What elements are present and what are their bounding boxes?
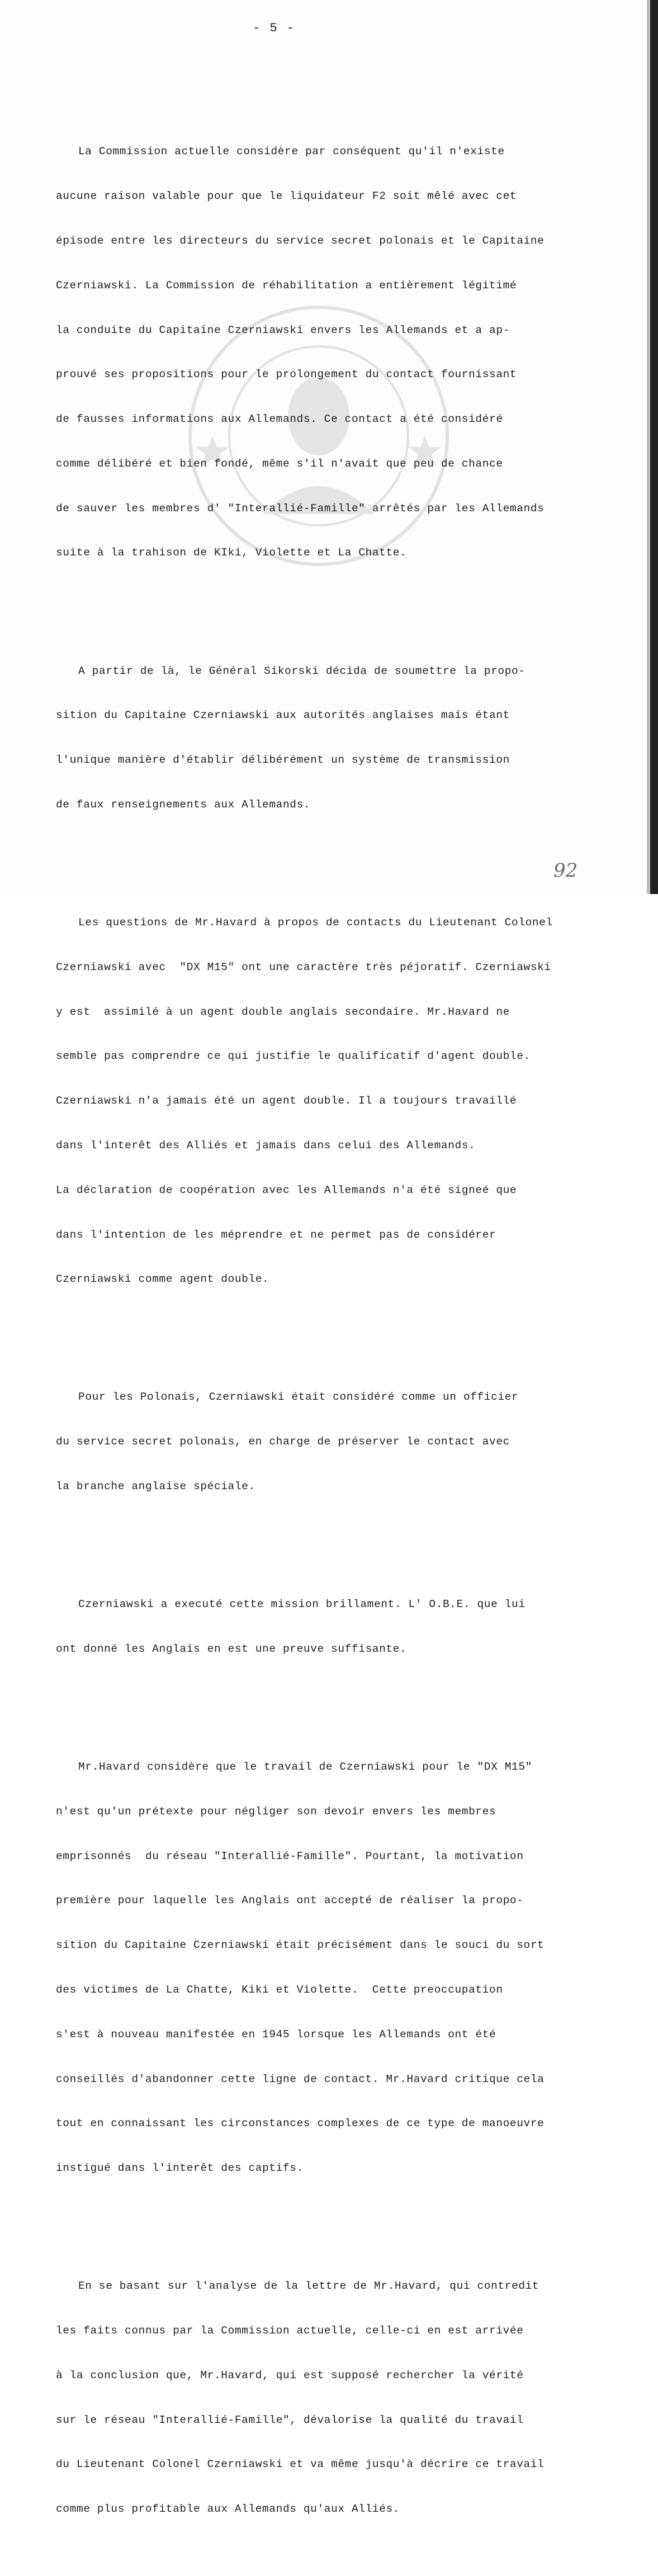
page-edge — [650, 0, 658, 894]
page-number: - 5 - — [252, 21, 295, 35]
text-line: tout en connaissant les circonstances complexes de ce type de manoeuvre — [56, 2117, 545, 2130]
text-line: des victimes de La Chatte, Kiki et Violette. Cette preoccupation — [56, 1984, 503, 1997]
text-line: y est assimilé à un agent double anglais secondaire. Mr.Havard ne — [56, 1005, 510, 1018]
paragraph-4 — [56, 1360, 637, 1524]
text-line: la branche anglaise spéciale. — [56, 1480, 255, 1493]
text-line: la conduite du Capitaine Czerniawski envers les Allemands et a ap- — [56, 324, 510, 336]
text-line: En se basant sur l'analyse de la lettre de Mr.Havard, qui contredit — [78, 2280, 539, 2293]
text-line: prouvé ses propositions pour le prolongement du contact fournissant — [56, 368, 517, 381]
text-line: du Lieutenant Colonel Czerniawski et va même jusqu'à décrire ce travail — [56, 2458, 545, 2471]
text-line: suite à la trahison de KIki, Violette et La Chatte. — [56, 546, 407, 559]
paragraph-6 — [56, 1730, 637, 2206]
handwritten-page-number: 92 — [553, 859, 578, 882]
paragraph-7 — [56, 2249, 637, 2546]
paragraph-3 — [56, 886, 637, 1316]
text-line: Czerniawski avec "DX M15" ont une caractère très péjoratif. Czerniawski — [56, 961, 551, 973]
text-line: l'unique manière d'établir délibérément un système de transmission — [56, 754, 510, 767]
text-line: sur le réseau "Interallié-Famille", dévalorise la qualité du travail — [56, 2413, 524, 2426]
text-line: dans l'intention de les méprendre et ne permet pas de considérer — [56, 1228, 496, 1241]
text-line: n'est qu'un prétexte pour négliger son devoir envers les membres — [56, 1805, 496, 1818]
text-line: de fausses informations aux Allemands. Ce contact a été considéré — [56, 413, 503, 426]
paragraph-1 — [56, 115, 637, 590]
text-line: Czerniawski. La Commission de réhabilitation a entièrement légitimé — [56, 279, 517, 292]
text-line: comme plus profitable aux Allemands qu'aux Alliés. — [56, 2503, 400, 2516]
text-line: Czerniawski a executé cette mission brillament. L' O.B.E. que lui — [78, 1598, 526, 1611]
text-line: Czerniawski n'a jamais été un agent double. Il a toujours travaillé — [56, 1095, 517, 1108]
paragraph-2 — [56, 634, 637, 842]
text-line: à la conclusion que, Mr.Havard, qui est supposé rechercher la vérité — [56, 2369, 524, 2382]
text-line: ont donné les Anglais en est une preuve suffisante. — [56, 1642, 407, 1655]
paragraph-5 — [56, 1567, 637, 1686]
text-line: aucune raison valable pour que le liquidateur F2 soit mêlé avec cet — [56, 190, 517, 203]
text-line: La Commission actuelle considère par conséquent qu'il n'existe — [78, 145, 505, 158]
text-line: Pour les Polonais, Czerniawski était considéré comme un officier — [78, 1391, 519, 1404]
text-line: les faits connus par la Commission actuelle, celle-ci en est arrivée — [56, 2325, 524, 2337]
text-line: de faux renseignements aux Allemands. — [56, 798, 311, 811]
text-line: Mr.Havard considère que le travail de Czerniawski pour le "DX M15" — [78, 1761, 532, 1774]
text-line: semble pas comprendre ce qui justifie le qualificatif d'agent double. — [56, 1050, 531, 1063]
text-line: du service secret polonais, en charge de préserver le contact avec — [56, 1436, 510, 1448]
text-line: La déclaration de coopération avec les Allemands n'a été signeé que — [56, 1184, 517, 1196]
text-line: sition du Capitaine Czerniawski aux autorités anglaises mais étant — [56, 709, 510, 722]
text-line: épisode entre les directeurs du service secret polonais et le Capitaine — [56, 234, 545, 247]
text-line: de sauver les membres d' "Interallié-Famille" arrêtés par les Allemands — [56, 502, 545, 515]
text-line: comme délibéré et bien fondé, même s'il n'avait que peu de chance — [56, 457, 503, 470]
text-line: conseillés d'abandonner cette ligne de contact. Mr.Havard critique cela — [56, 2073, 545, 2085]
text-line: instigué dans l'interêt des captifs. — [56, 2162, 304, 2175]
document-body — [56, 85, 637, 2576]
text-line: dans l'interêt des Alliés et jamais dans celui des Allemands. — [56, 1139, 476, 1152]
text-line: Czerniawski comme agent double. — [56, 1273, 269, 1286]
text-line: s'est à nouveau manifestée en 1945 lorsque les Allemands ont été — [56, 2028, 496, 2041]
text-line: première pour laquelle les Anglais ont accepté de réaliser la propo- — [56, 1894, 524, 1907]
text-line: emprisonnés du réseau "Interallié-Famille". Pourtant, la motivation — [56, 1850, 524, 1862]
text-line: A partir de là, le Général Sikorski décida de soumettre la propo- — [78, 664, 526, 677]
text-line: sition du Capitaine Czerniawski était précisément dans le souci du sort — [56, 1939, 545, 1952]
text-line: Les questions de Mr.Havard à propos de contacts du Lieutenant Colonel — [78, 916, 553, 929]
